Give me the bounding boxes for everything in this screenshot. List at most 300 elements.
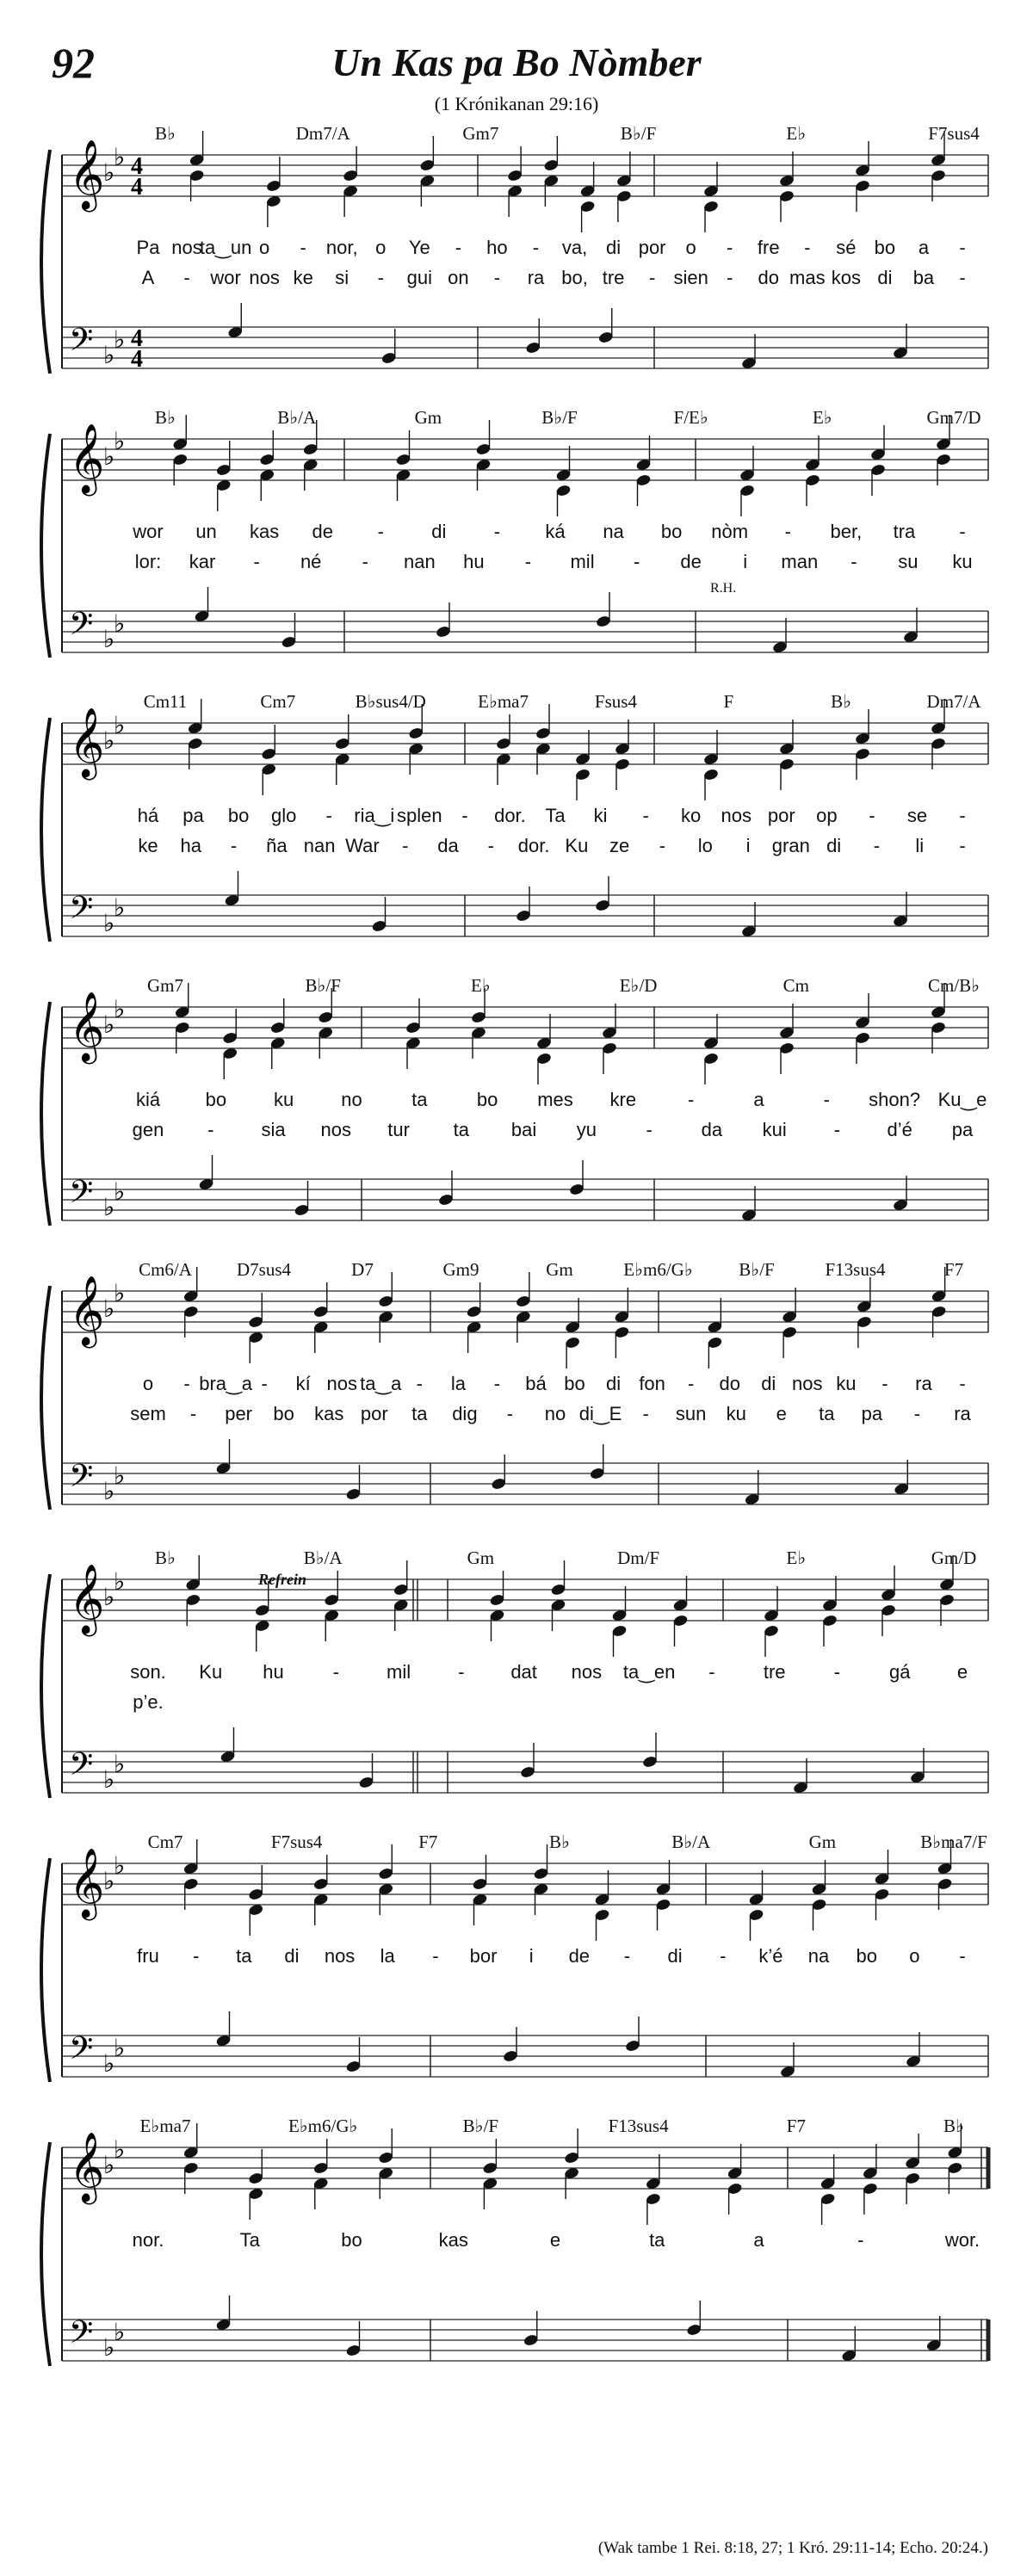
lyric-verse-1: op bbox=[816, 805, 838, 826]
lyric-verse-1: bo bbox=[205, 1089, 227, 1110]
time-signature-top: 4 bbox=[131, 153, 143, 180]
lyric-verse-2: yu bbox=[576, 1119, 597, 1140]
lyric-verse-2: lo bbox=[697, 835, 713, 856]
chord-symbol: Cm7 bbox=[147, 1832, 183, 1852]
lyric-verse-2: e bbox=[776, 1403, 787, 1424]
lyric-verse-1: - bbox=[959, 1373, 966, 1394]
chord-symbol: F bbox=[723, 691, 734, 712]
chord-symbol: Gm9 bbox=[442, 1259, 479, 1280]
chord-symbol: E♭ma7 bbox=[478, 691, 529, 712]
lyric-verse-2: - bbox=[362, 551, 368, 572]
lyric-verse-2: ke bbox=[138, 835, 158, 856]
lyric-verse-2: - bbox=[833, 1119, 841, 1140]
chord-symbol: B♭ma7/F bbox=[920, 1832, 987, 1852]
lyric-verse-1: - bbox=[881, 1373, 888, 1394]
treble-clef-icon: 𝄞 bbox=[69, 1847, 105, 1918]
chord-symbol: Dm7/A bbox=[926, 691, 981, 712]
flat-sign-icon: ♭ bbox=[103, 1583, 115, 1611]
chord-symbol: B♭/A bbox=[277, 407, 317, 428]
lyric-verse-2: kos bbox=[831, 267, 861, 288]
chord-symbol: D7 bbox=[351, 1259, 374, 1280]
lyric-verse-1: Ku bbox=[199, 1661, 223, 1683]
flat-sign-icon: ♭ bbox=[103, 2151, 115, 2179]
lyric-verse-1: a bbox=[918, 237, 930, 258]
lyric-verse-1: - bbox=[784, 521, 791, 542]
flat-sign-icon: ♭ bbox=[114, 1567, 126, 1596]
flat-sign-icon: ♭ bbox=[103, 909, 115, 937]
lyric-verse-2: mas bbox=[789, 267, 826, 288]
lyric-verse-1: - bbox=[261, 1373, 268, 1394]
lyric-verse-2: - bbox=[189, 1403, 197, 1424]
time-signature-bottom: 4 bbox=[131, 346, 143, 373]
flat-sign-icon: ♭ bbox=[114, 995, 126, 1023]
chord-symbol: E♭ bbox=[786, 1547, 807, 1568]
lyric-verse-1: Ta bbox=[239, 2229, 260, 2251]
lyric-verse-1: kas bbox=[438, 2229, 468, 2251]
lyric-verse-2: nos bbox=[320, 1119, 352, 1140]
lyric-verse-1: Ye bbox=[408, 237, 430, 258]
chord-symbol: Gm bbox=[546, 1259, 573, 1280]
chord-symbol: Gm/D bbox=[931, 1547, 977, 1568]
lyric-verse-1: nos bbox=[571, 1661, 603, 1683]
flat-sign-icon: ♭ bbox=[114, 1279, 126, 1307]
chord-symbol: B♭/F bbox=[305, 975, 341, 996]
lyric-verse-1: bo bbox=[476, 1089, 498, 1110]
lyric-verse-1: glo bbox=[270, 805, 297, 826]
lyric-verse-2: - bbox=[377, 267, 384, 288]
lyric-verse-2: nan bbox=[303, 835, 336, 856]
lyric-verse-2: ba bbox=[912, 267, 935, 288]
lyric-verse-2: tre bbox=[602, 267, 625, 288]
lyric-verse-1: sé bbox=[836, 237, 857, 258]
chord-symbol: Gm bbox=[808, 1832, 837, 1852]
lyric-verse-1: nor. bbox=[132, 2229, 164, 2251]
chord-symbol: E♭m6/G♭ bbox=[623, 1259, 693, 1280]
lyric-verse-1: ta‿en bbox=[622, 1661, 676, 1683]
lyric-verse-1: bo bbox=[856, 1945, 877, 1967]
lyric-verse-1: ta‿un bbox=[199, 237, 252, 258]
lyric-verse-2: di bbox=[877, 267, 893, 288]
lyric-verse-1: - bbox=[959, 521, 966, 542]
chord-symbol: F7 bbox=[418, 1832, 438, 1852]
lyric-verse-1: nos bbox=[792, 1373, 823, 1394]
treble-clef-icon: 𝄞 bbox=[69, 991, 105, 1061]
lyric-verse-2: hu bbox=[463, 551, 485, 572]
lyric-verse-1: no bbox=[341, 1089, 362, 1110]
chord-symbol: E♭/D bbox=[619, 975, 658, 996]
lyric-verse-1: o bbox=[375, 237, 387, 258]
lyric-verse-1: - bbox=[959, 1945, 966, 1967]
flat-sign-icon: ♭ bbox=[114, 1177, 126, 1206]
lyric-verse-1: há bbox=[137, 805, 159, 826]
chord-symbol: Cm bbox=[782, 975, 809, 996]
lyric-verse-1: bo bbox=[564, 1373, 585, 1394]
flat-sign-icon: ♭ bbox=[103, 1765, 115, 1794]
lyric-verse-2: - bbox=[873, 835, 881, 856]
lyric-verse-2: sem bbox=[130, 1403, 166, 1424]
lyric-verse-2: - bbox=[183, 267, 190, 288]
lyric-verse-1: bá bbox=[525, 1373, 547, 1394]
lyric-verse-2: ha bbox=[180, 835, 202, 856]
lyric-verse-1: ta bbox=[649, 2229, 665, 2251]
lyric-verse-1: - bbox=[804, 237, 811, 258]
chord-symbol: Gm7 bbox=[147, 975, 183, 996]
lyric-verse-1: kiá bbox=[135, 1089, 161, 1110]
lyric-verse-2: - bbox=[633, 551, 640, 572]
lyric-verse-2: - bbox=[524, 551, 532, 572]
lyric-verse-2: de bbox=[680, 551, 702, 572]
lyric-verse-2: dig bbox=[452, 1403, 478, 1424]
lyric-verse-1: ko bbox=[681, 805, 702, 826]
time-signature-top: 4 bbox=[131, 325, 143, 352]
lyric-verse-1: - bbox=[461, 805, 468, 826]
score-system bbox=[0, 689, 1033, 968]
lyric-verse-2: si bbox=[335, 267, 349, 288]
lyric-verse-1: Ta bbox=[545, 805, 566, 826]
lyric-verse-1: bo bbox=[874, 237, 896, 258]
flat-sign-icon: ♭ bbox=[114, 711, 126, 739]
bass-clef-icon: 𝄢 bbox=[69, 1458, 94, 1502]
flat-sign-icon: ♭ bbox=[114, 2034, 126, 2062]
lyric-verse-2: ku bbox=[952, 551, 973, 572]
lyric-verse-2: li bbox=[915, 835, 925, 856]
lyric-verse-2: ra bbox=[954, 1403, 971, 1424]
lyric-verse-1: hu bbox=[263, 1661, 284, 1683]
refrain-marking: Refrein bbox=[258, 1571, 306, 1588]
flat-sign-icon: ♭ bbox=[103, 1294, 115, 1323]
lyric-verse-1: shon? bbox=[869, 1089, 921, 1110]
lyric-verse-2: A bbox=[141, 267, 155, 288]
chord-symbol: F7sus4 bbox=[270, 1832, 323, 1852]
chord-symbol: Gm bbox=[414, 407, 442, 428]
flat-sign-icon: ♭ bbox=[103, 625, 115, 653]
lyric-verse-2: por bbox=[360, 1403, 388, 1424]
lyric-verse-1: o bbox=[685, 237, 696, 258]
lyric-verse-1: wor bbox=[133, 521, 164, 542]
lyric-verse-1: e bbox=[549, 2229, 561, 2251]
lyric-verse-1: splen bbox=[397, 805, 442, 826]
lyric-verse-1: - bbox=[493, 1373, 501, 1394]
lyric-verse-1: dor. bbox=[494, 805, 526, 826]
lyric-verse-1: de bbox=[312, 521, 333, 542]
lyric-verse-2: bo, bbox=[561, 267, 588, 288]
lyric-verse-1: - bbox=[532, 237, 540, 258]
lyric-verse-2: gran bbox=[771, 835, 810, 856]
lyric-verse-1: o bbox=[142, 1373, 154, 1394]
lyric-verse-2: - bbox=[207, 1119, 214, 1140]
score-system bbox=[0, 2113, 1033, 2393]
bass-clef-icon: 𝄢 bbox=[69, 890, 94, 934]
lyric-verse-1: la bbox=[450, 1373, 466, 1394]
lyric-verse-2: - bbox=[659, 835, 666, 856]
lyric-verse-1: - bbox=[623, 1945, 631, 1967]
flat-sign-icon: ♭ bbox=[103, 158, 115, 187]
lyric-verse-1: o bbox=[909, 1945, 920, 1967]
chord-symbol: E♭m6/G♭ bbox=[288, 2116, 358, 2136]
treble-clef-icon: 𝄞 bbox=[69, 139, 105, 209]
flat-sign-icon: ♭ bbox=[103, 726, 115, 755]
lyric-verse-1: a bbox=[753, 2229, 764, 2251]
flat-sign-icon: ♭ bbox=[103, 442, 115, 471]
lyric-verse-1: - bbox=[720, 1945, 727, 1967]
lyric-verse-1: e bbox=[956, 1661, 968, 1683]
lyric-verse-1: di bbox=[606, 1373, 622, 1394]
bass-clef-icon: 𝄢 bbox=[69, 2314, 94, 2358]
lyric-verse-2: lor: bbox=[134, 551, 162, 572]
lyric-verse-1: - bbox=[325, 805, 332, 826]
lyric-verse-2: man bbox=[781, 551, 819, 572]
lyric-verse-2: - bbox=[402, 835, 409, 856]
lyric-verse-1: ki bbox=[593, 805, 608, 826]
lyric-verse-1: - bbox=[727, 237, 733, 258]
lyric-verse-1: ta bbox=[411, 1089, 428, 1110]
chord-symbol: B♭/F bbox=[620, 123, 657, 144]
chord-symbol: B♭/F bbox=[541, 407, 578, 428]
bass-clef-icon: 𝄢 bbox=[69, 322, 94, 366]
score-system bbox=[0, 120, 1033, 400]
treble-clef-icon: 𝄞 bbox=[69, 423, 105, 493]
lyric-verse-1: bra‿a bbox=[199, 1373, 252, 1394]
lyric-verse-1: por bbox=[638, 237, 666, 258]
flat-sign-icon: ♭ bbox=[114, 2135, 126, 2164]
lyric-verse-1: ta bbox=[236, 1945, 252, 1967]
right-hand-marking: R.H. bbox=[710, 581, 737, 596]
lyric-verse-2: d’é bbox=[887, 1119, 912, 1140]
lyric-verse-1: ra bbox=[915, 1373, 932, 1394]
chord-symbol: Cm11 bbox=[143, 691, 188, 712]
chord-symbol: D7sus4 bbox=[236, 1259, 292, 1280]
chord-symbol: E♭ bbox=[812, 407, 832, 428]
lyric-verse-1: dat bbox=[510, 1661, 537, 1683]
lyric-verse-1: - bbox=[833, 1661, 841, 1683]
lyric-verse-1: gá bbox=[888, 1661, 911, 1683]
chord-symbol: F7 bbox=[786, 2116, 806, 2136]
lyric-verse-2: bai bbox=[510, 1119, 537, 1140]
lyric-verse-1: na bbox=[807, 1945, 830, 1967]
lyric-verse-1: - bbox=[869, 805, 875, 826]
lyric-verse-1: nos bbox=[324, 1945, 356, 1967]
lyric-verse-2: ta bbox=[819, 1403, 835, 1424]
lyric-verse-2: - bbox=[230, 835, 238, 856]
lyric-verse-1: a bbox=[753, 1089, 764, 1110]
treble-clef-icon: 𝄞 bbox=[69, 1275, 105, 1345]
lyric-verse-1: ta‿a bbox=[360, 1373, 402, 1394]
lyric-verse-1: - bbox=[416, 1373, 423, 1394]
lyric-verse-1: un bbox=[195, 521, 217, 542]
lyric-verse-1: kre bbox=[609, 1089, 637, 1110]
lyric-verse-2: - bbox=[851, 551, 857, 572]
chord-symbol: B♭sus4/D bbox=[355, 691, 426, 712]
lyric-verse-1: ku bbox=[836, 1373, 857, 1394]
flat-sign-icon: ♭ bbox=[114, 1750, 126, 1778]
lyric-verse-1: do bbox=[719, 1373, 740, 1394]
flat-sign-icon: ♭ bbox=[103, 341, 115, 369]
lyric-verse-2: gui bbox=[406, 267, 433, 288]
lyric-verse-2: mil bbox=[570, 551, 595, 572]
lyric-verse-1: o bbox=[259, 237, 270, 258]
lyric-verse-2: - bbox=[487, 835, 494, 856]
lyric-verse-1: fru bbox=[137, 1945, 159, 1967]
lyric-verse-2: sun bbox=[675, 1403, 707, 1424]
chord-symbol: E♭ bbox=[786, 123, 807, 144]
lyric-verse-2: on bbox=[448, 267, 469, 288]
lyric-verse-1: mil bbox=[387, 1661, 411, 1683]
lyric-verse-1: bo bbox=[660, 521, 683, 542]
lyric-verse-1: k’é bbox=[758, 1945, 783, 1967]
lyric-verse-2: da bbox=[701, 1119, 723, 1140]
score-system bbox=[0, 1829, 1033, 2109]
lyric-verse-2: wor bbox=[210, 267, 241, 288]
lyric-verse-1: nos bbox=[721, 805, 752, 826]
lyric-verse-1: la bbox=[380, 1945, 395, 1967]
lyric-verse-2: - bbox=[959, 835, 966, 856]
lyric-verse-1: na bbox=[603, 521, 624, 542]
lyric-verse-1: por bbox=[767, 805, 795, 826]
lyric-verse-1: de bbox=[568, 1945, 591, 1967]
lyric-verse-1: i bbox=[529, 1945, 534, 1967]
chord-symbol: F13sus4 bbox=[825, 1259, 886, 1280]
lyric-verse-1: - bbox=[857, 2229, 864, 2251]
hymn-number: 92 bbox=[52, 39, 95, 87]
treble-clef-icon: 𝄞 bbox=[69, 2131, 105, 2202]
flat-sign-icon: ♭ bbox=[114, 325, 126, 354]
lyric-verse-2: ra bbox=[527, 267, 545, 288]
lyric-verse-2: i bbox=[743, 551, 748, 572]
lyric-verse-2: ke bbox=[293, 267, 313, 288]
lyric-verse-1: fre bbox=[757, 237, 780, 258]
scripture-reference: (1 Krónikanan 29:16) bbox=[434, 93, 599, 114]
lyric-verse-1: mes bbox=[537, 1089, 573, 1110]
lyric-verse-1: - bbox=[332, 1661, 339, 1683]
chord-symbol: F7sus4 bbox=[928, 123, 980, 144]
lyric-verse-2: ta bbox=[453, 1119, 470, 1140]
lyric-verse-2: nos bbox=[249, 267, 280, 288]
lyric-verse-1: di bbox=[431, 521, 447, 542]
lyric-verse-1: ber, bbox=[830, 521, 863, 542]
lyric-verse-1: tre bbox=[763, 1661, 786, 1683]
lyric-verse-1: Ku‿e bbox=[937, 1089, 987, 1110]
lyric-verse-2: kas bbox=[314, 1403, 344, 1424]
lyric-verse-1: ho bbox=[486, 237, 508, 258]
hymn-title: Un Kas pa Bo Nòmber bbox=[331, 40, 702, 84]
lyric-verse-1: nòm bbox=[711, 521, 749, 542]
lyric-verse-2: - bbox=[642, 1403, 649, 1424]
chord-symbol: B♭ bbox=[155, 1547, 176, 1568]
lyric-verse-2: Ku bbox=[565, 835, 589, 856]
chord-symbol: B♭ bbox=[155, 407, 176, 428]
lyric-verse-1: - bbox=[300, 237, 306, 258]
lyric-verse-2: - bbox=[253, 551, 260, 572]
chord-symbol: B♭ bbox=[831, 691, 852, 712]
flat-sign-icon: ♭ bbox=[103, 2333, 115, 2362]
lyric-verse-1: - bbox=[183, 1373, 190, 1394]
lyric-verse-1: kí bbox=[295, 1373, 311, 1394]
lyric-verse-1: - bbox=[823, 1089, 830, 1110]
lyric-verse-2: tur bbox=[387, 1119, 410, 1140]
lyric-verse-2: bo bbox=[273, 1403, 294, 1424]
lyric-verse-1: - bbox=[458, 1661, 465, 1683]
bass-clef-icon: 𝄢 bbox=[69, 606, 94, 650]
chord-symbol: Fsus4 bbox=[594, 691, 637, 712]
lyric-verse-1: tra bbox=[893, 521, 916, 542]
lyric-verse-2: kui bbox=[762, 1119, 787, 1140]
score-system bbox=[0, 405, 1033, 684]
footer-references: (Wak tambe 1 Rei. 8:18, 27; 1 Kró. 29:11-14; Echo. 20:24.) bbox=[597, 2539, 988, 2557]
chord-symbol: F7 bbox=[943, 1259, 964, 1280]
lyric-verse-1: di bbox=[284, 1945, 300, 1967]
lyric-verse-2: sia bbox=[261, 1119, 286, 1140]
lyric-verse-2: - bbox=[913, 1403, 921, 1424]
lyric-verse-2: nan bbox=[403, 551, 436, 572]
chord-symbol: E♭ma7 bbox=[139, 2116, 191, 2136]
lyric-verse-1: - bbox=[192, 1945, 200, 1967]
bass-clef-icon: 𝄢 bbox=[69, 2030, 94, 2074]
lyric-verse-1: - bbox=[687, 1373, 695, 1394]
lyric-verse-1: - bbox=[959, 805, 966, 826]
lyric-verse-2: su bbox=[898, 551, 919, 572]
lyric-verse-1: di bbox=[761, 1373, 776, 1394]
flat-sign-icon: ♭ bbox=[114, 609, 126, 638]
chord-symbol: E♭ bbox=[471, 975, 491, 996]
chord-symbol: B♭/F bbox=[739, 1259, 775, 1280]
lyric-verse-1: di bbox=[667, 1945, 683, 1967]
chord-symbol: Dm7/A bbox=[295, 123, 350, 144]
lyric-verse-2: i bbox=[745, 835, 751, 856]
chord-symbol: Cm/B♭ bbox=[927, 975, 980, 996]
chord-symbol: Gm7 bbox=[462, 123, 499, 144]
lyric-verse-2: do bbox=[758, 267, 779, 288]
lyric-verse-2: no bbox=[544, 1403, 566, 1424]
lyric-verse-1: se bbox=[906, 805, 928, 826]
time-signature-bottom: 4 bbox=[131, 174, 143, 201]
lyric-verse-1: bo bbox=[227, 805, 250, 826]
lyric-verse-1: - bbox=[959, 237, 966, 258]
treble-clef-icon: 𝄞 bbox=[69, 707, 105, 777]
lyric-verse-1: - bbox=[377, 521, 384, 542]
chord-symbol: B♭/A bbox=[303, 1547, 343, 1568]
flat-sign-icon: ♭ bbox=[103, 2049, 115, 2078]
lyric-verse-1: pa bbox=[182, 805, 204, 826]
chord-symbol: Cm6/A bbox=[139, 1259, 192, 1280]
lyric-verse-2: ta bbox=[411, 1403, 428, 1424]
chord-symbol: B♭/A bbox=[671, 1832, 711, 1852]
lyric-verse-2: dor. bbox=[517, 835, 550, 856]
lyric-verse-1: di bbox=[606, 237, 622, 258]
chord-symbol: Gm7/D bbox=[926, 407, 981, 428]
lyric-verse-1: - bbox=[687, 1089, 695, 1110]
chord-symbol: B♭ bbox=[155, 123, 176, 144]
lyric-verse-1: wor. bbox=[944, 2229, 980, 2251]
chord-symbol: Dm/F bbox=[617, 1547, 660, 1568]
lyric-verse-1: - bbox=[642, 805, 649, 826]
lyric-verse-2: pa bbox=[861, 1403, 883, 1424]
flat-sign-icon: ♭ bbox=[114, 1461, 126, 1490]
lyric-verse-1: ká bbox=[545, 521, 566, 542]
lyric-verse-1: bo bbox=[341, 2229, 362, 2251]
chord-symbol: Cm7 bbox=[260, 691, 296, 712]
treble-clef-icon: 𝄞 bbox=[69, 1563, 105, 1634]
lyric-verse-1: - bbox=[432, 1945, 439, 1967]
flat-sign-icon: ♭ bbox=[103, 1010, 115, 1039]
flat-sign-icon: ♭ bbox=[103, 1477, 115, 1505]
lyric-verse-1: nos bbox=[171, 237, 202, 258]
flat-sign-icon: ♭ bbox=[114, 427, 126, 455]
flat-sign-icon: ♭ bbox=[103, 1193, 115, 1221]
score-system bbox=[0, 1257, 1033, 1536]
score-system bbox=[0, 973, 1033, 1252]
lyric-verse-2: pa bbox=[951, 1119, 974, 1140]
chord-symbol: F13sus4 bbox=[608, 2116, 669, 2136]
